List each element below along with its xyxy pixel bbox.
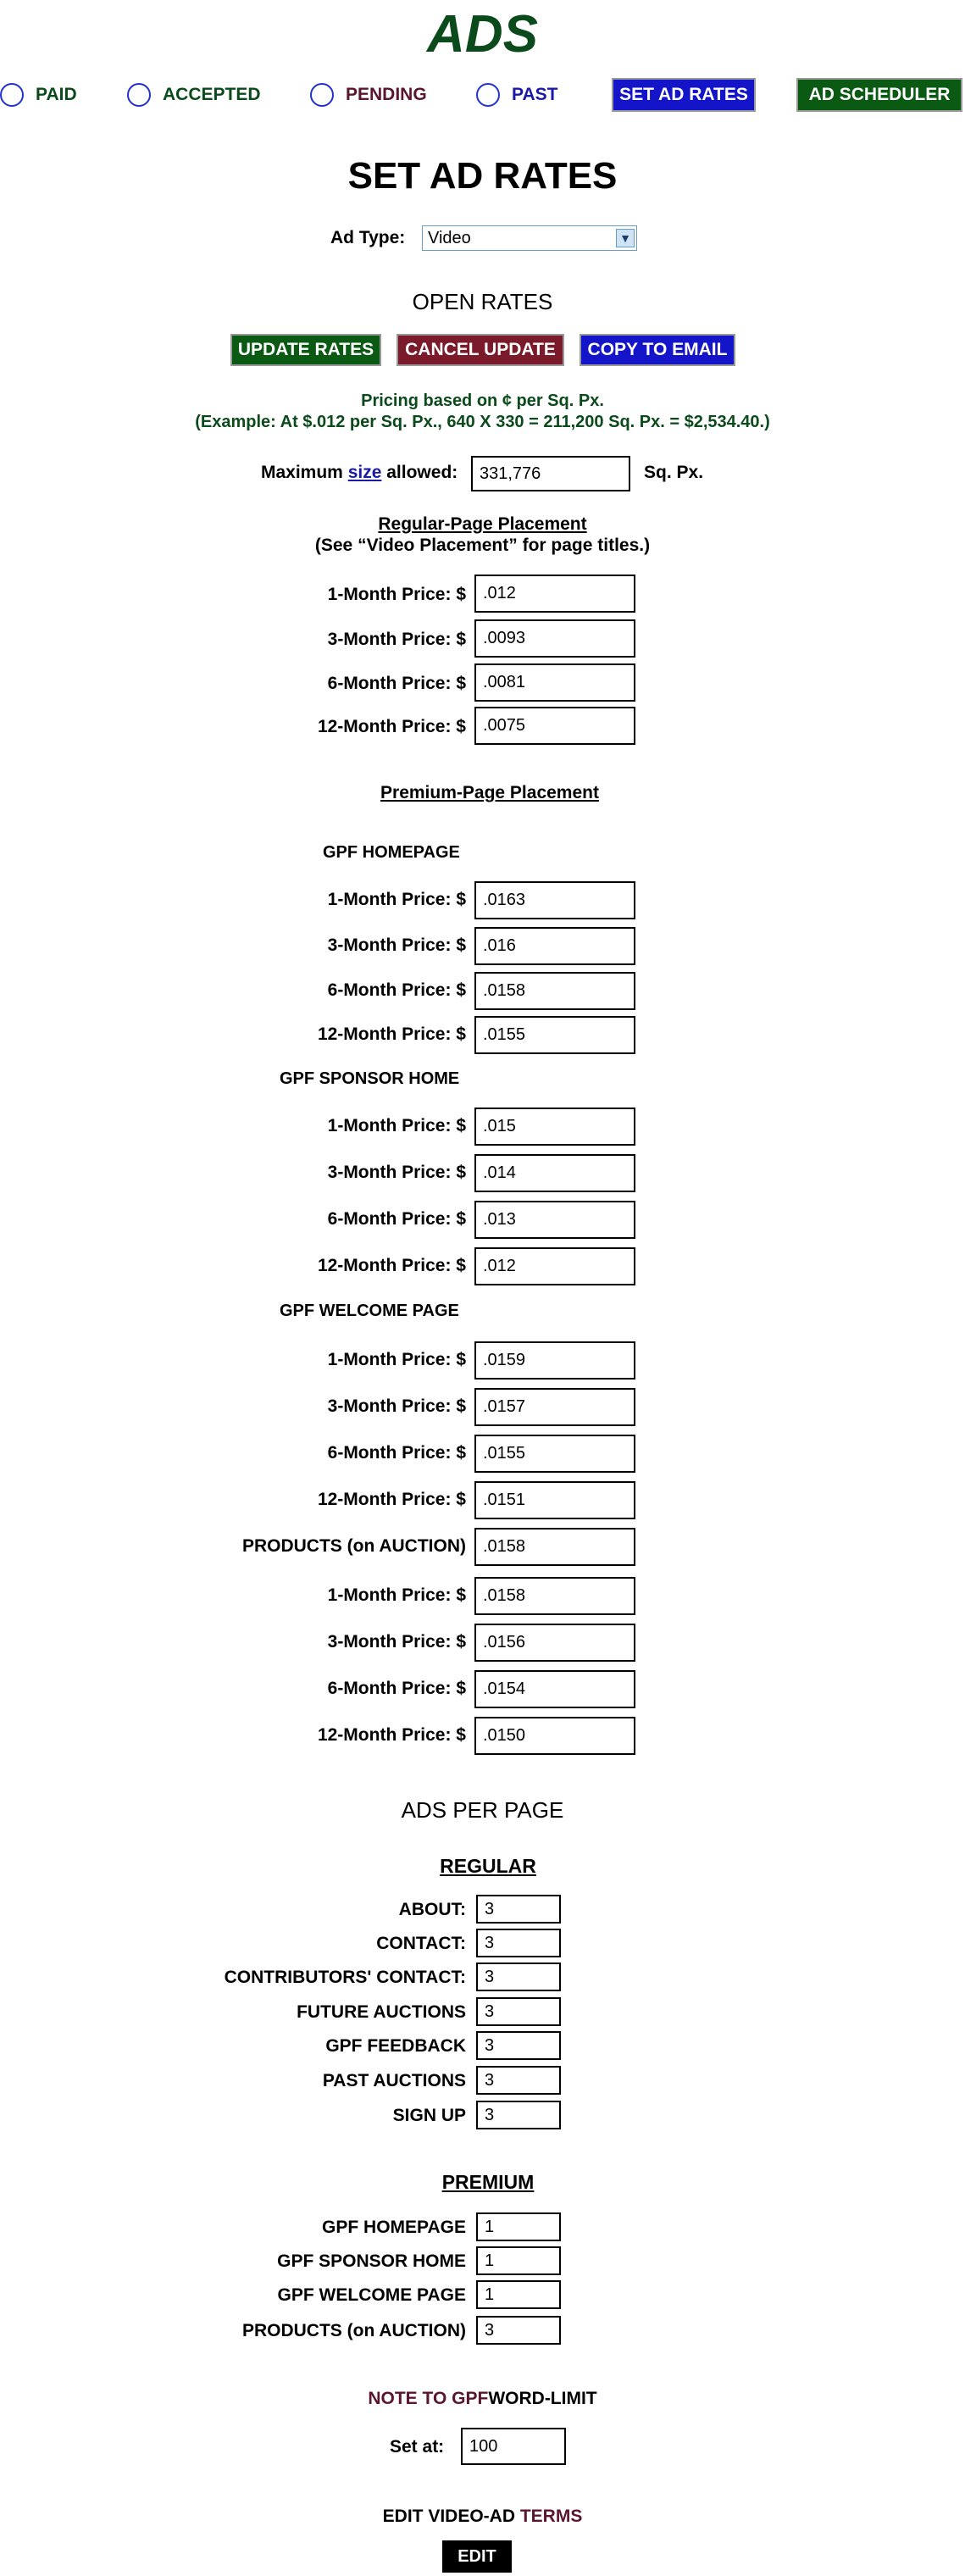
regular-page-input[interactable] [476, 2066, 561, 2095]
homepage-price-input[interactable] [474, 927, 635, 965]
sponsor-price-input[interactable] [474, 1201, 635, 1239]
regular-page-value: 3 [485, 2105, 495, 2124]
regular-page-label: GPF FEEDBACK [325, 2036, 466, 2056]
regular-price-label: 12-Month Price: $ [317, 717, 466, 736]
tab-accepted[interactable] [127, 78, 261, 112]
premium-page-value: 3 [485, 2320, 495, 2340]
welcome-price-label: 1-Month Price: $ [327, 1350, 466, 1369]
homepage-price-value: .0155 [483, 1025, 526, 1044]
word-limit-input[interactable] [461, 2428, 566, 2465]
regular-price-value: .0081 [483, 673, 526, 691]
gpf-sponsor-home-heading: GPF SPONSOR HOME [280, 1069, 460, 1088]
regular-heading: REGULAR [440, 1855, 536, 1877]
homepage-price-input[interactable] [474, 972, 635, 1010]
regular-price-value: .0075 [483, 716, 526, 735]
products-price-input[interactable] [474, 1577, 635, 1615]
ad-type-value: Video [428, 229, 471, 247]
regular-page-value: 3 [485, 1899, 495, 1918]
word-limit-text: WORD-LIMIT [488, 2389, 597, 2408]
products-price-label: 3-Month Price: $ [327, 1632, 466, 1652]
size-link[interactable]: size [347, 463, 382, 482]
welcome-price-label: 12-Month Price: $ [317, 1490, 466, 1509]
word-limit-heading [0, 2388, 965, 2410]
welcome-price-input[interactable] [474, 1435, 635, 1473]
sponsor-price-value: .015 [483, 1117, 516, 1135]
word-limit-note-to: NOTE TO [368, 2389, 447, 2408]
sponsor-price-label: 3-Month Price: $ [327, 1163, 466, 1182]
tab-paid-label: PAID [36, 85, 77, 104]
welcome-price-input[interactable] [474, 1481, 635, 1519]
sponsor-price-label: 1-Month Price: $ [327, 1116, 466, 1135]
homepage-price-label: 1-Month Price: $ [327, 890, 466, 909]
premium-page-value: 1 [485, 2251, 495, 2270]
premium-page-value: 1 [485, 2285, 495, 2304]
premium-page-input[interactable] [476, 2212, 561, 2241]
max-size-label [261, 460, 458, 486]
homepage-price-value: .0163 [483, 891, 526, 909]
regular-page-input[interactable] [476, 1929, 561, 1957]
page-title: SET AD RATES [347, 155, 618, 197]
sponsor-price-value: .013 [483, 1210, 516, 1229]
products-price-input[interactable] [474, 1717, 635, 1755]
homepage-price-value: .016 [483, 936, 516, 955]
regular-page-value: 3 [485, 2035, 495, 2055]
ad-scheduler-button[interactable]: AD SCHEDULER [796, 78, 962, 112]
radio-icon[interactable] [476, 83, 500, 107]
radio-icon[interactable] [0, 83, 24, 107]
welcome-price-input[interactable] [474, 1388, 635, 1426]
tab-pending[interactable] [310, 78, 427, 112]
regular-page-label: PAST AUCTIONS [322, 2071, 466, 2090]
edit-button[interactable]: EDIT [442, 2540, 512, 2573]
homepage-price-value: .0158 [483, 981, 526, 1000]
regular-price-label: 6-Month Price: $ [327, 674, 466, 693]
regular-price-label: 1-Month Price: $ [327, 585, 466, 604]
premium-page-input[interactable] [476, 2316, 561, 2345]
regular-page-label: SIGN UP [392, 2106, 466, 2125]
homepage-price-label: 6-Month Price: $ [327, 980, 466, 1000]
regular-page-label: CONTACT: [376, 1934, 466, 1953]
regular-price-input[interactable] [474, 575, 635, 613]
chevron-down-icon[interactable]: ▼ [616, 229, 635, 247]
products-price-label: 1-Month Price: $ [327, 1585, 466, 1605]
premium-page-label: GPF WELCOME PAGE [277, 2285, 466, 2305]
regular-page-label: CONTRIBUTORS' CONTACT: [224, 1968, 466, 1987]
products-price-value: .0154 [483, 1679, 526, 1698]
products-price-value: .0156 [483, 1633, 526, 1652]
regular-price-label: 3-Month Price: $ [327, 630, 466, 649]
copy-to-email-button[interactable]: COPY TO EMAIL [580, 334, 735, 366]
sponsor-price-input[interactable] [474, 1154, 635, 1192]
max-size-unit: Sq. Px. [644, 463, 704, 482]
ads-per-page-heading: ADS PER PAGE [401, 1797, 564, 1823]
regular-page-value: 3 [485, 2070, 495, 2090]
premium-page-input[interactable] [476, 2280, 561, 2309]
regular-page-input[interactable] [476, 2101, 561, 2129]
edit-terms-heading [0, 2506, 965, 2528]
app-logo: ADS [427, 5, 538, 64]
tab-paid[interactable] [0, 78, 77, 112]
products-price-label: 12-Month Price: $ [317, 1725, 466, 1745]
regular-price-value: .0093 [483, 629, 526, 647]
ad-type-label: Ad Type: [330, 228, 406, 247]
max-size-input[interactable] [471, 456, 630, 491]
tab-pending-label: PENDING [346, 85, 427, 104]
set-at-label: Set at: [390, 2437, 445, 2457]
premium-heading: PREMIUM [441, 2171, 535, 2193]
max-size-prefix: Maximum [261, 463, 343, 482]
set-ad-rates-button[interactable]: SET AD RATES [612, 78, 756, 112]
pricing-line-2: (Example: At $.012 per Sq. Px., 640 X 330 = 211,200 Sq. Px. = $2,534.40.) [195, 413, 770, 431]
sponsor-price-label: 12-Month Price: $ [317, 1256, 466, 1275]
regular-page-input[interactable] [476, 2031, 561, 2060]
premium-page-label: GPF SPONSOR HOME [277, 2251, 466, 2271]
regular-price-input[interactable] [474, 619, 635, 658]
regular-page-value: 3 [485, 2001, 495, 2021]
products-auction-label: PRODUCTS (on AUCTION) [241, 1536, 466, 1556]
terms-text: TERMS [519, 2507, 583, 2526]
regular-placement-subtitle: (See “Video Placement” for page titles.) [314, 536, 651, 555]
tab-past-label: PAST [512, 85, 558, 104]
homepage-price-input[interactable] [474, 881, 635, 919]
regular-page-value: 3 [485, 1933, 495, 1952]
max-size-value: 331,776 [480, 464, 541, 483]
gpf-welcome-page-heading: GPF WELCOME PAGE [280, 1302, 459, 1320]
sponsor-price-value: .012 [483, 1257, 516, 1275]
update-rates-button[interactable]: UPDATE RATES [230, 334, 381, 366]
welcome-price-label: 6-Month Price: $ [327, 1443, 466, 1463]
regular-placement-title: Regular-Page Placement [378, 514, 587, 534]
regular-page-value: 3 [485, 1967, 495, 1986]
sponsor-price-input[interactable] [474, 1108, 635, 1146]
welcome-price-value: .0155 [483, 1444, 526, 1463]
homepage-price-label: 12-Month Price: $ [317, 1024, 466, 1044]
premium-page-label: GPF HOMEPAGE [322, 2218, 466, 2237]
tab-past[interactable] [476, 78, 557, 112]
pricing-line-1: Pricing based on ¢ per Sq. Px. [361, 391, 604, 410]
word-limit-gpf: GPF [452, 2389, 489, 2408]
premium-page-label: PRODUCTS (on AUCTION) [241, 2321, 466, 2340]
regular-page-input[interactable] [476, 1963, 561, 1991]
products-price-value: .0150 [483, 1726, 526, 1745]
products-auction-input[interactable] [474, 1528, 635, 1566]
homepage-price-input[interactable] [474, 1016, 635, 1054]
products-price-label: 6-Month Price: $ [327, 1679, 466, 1698]
welcome-price-value: .0151 [483, 1491, 526, 1509]
regular-page-label: ABOUT: [398, 1900, 466, 1919]
regular-page-label: FUTURE AUCTIONS [297, 2002, 466, 2022]
welcome-price-value: .0157 [483, 1397, 526, 1416]
premium-placement-title: Premium-Page Placement [380, 783, 599, 802]
regular-price-input[interactable] [474, 707, 635, 745]
word-limit-value: 100 [469, 2436, 498, 2456]
regular-page-input[interactable] [476, 1997, 561, 2026]
products-price-input[interactable] [474, 1624, 635, 1662]
products-price-input[interactable] [474, 1670, 635, 1708]
welcome-price-value: .0159 [483, 1351, 526, 1369]
sponsor-price-input[interactable] [474, 1247, 635, 1285]
sponsor-price-value: .014 [483, 1163, 516, 1182]
gpf-homepage-heading: GPF HOMEPAGE [323, 843, 460, 862]
homepage-price-label: 3-Month Price: $ [327, 935, 466, 955]
welcome-price-input[interactable] [474, 1341, 635, 1380]
products-price-value: .0158 [483, 1586, 526, 1605]
open-rates-heading: OPEN RATES [412, 289, 553, 314]
cancel-update-button[interactable]: CANCEL UPDATE [397, 334, 564, 366]
premium-page-value: 1 [485, 2217, 495, 2236]
products-auction-value: .0158 [483, 1537, 526, 1556]
sponsor-price-label: 6-Month Price: $ [327, 1209, 466, 1229]
max-size-suffix: allowed: [386, 463, 458, 482]
regular-page-input[interactable] [476, 1895, 561, 1924]
premium-page-input[interactable] [476, 2246, 561, 2275]
ad-type-select[interactable] [422, 225, 637, 251]
edit-video-ad-text: EDIT VIDEO-AD [382, 2507, 515, 2526]
radio-icon[interactable] [127, 83, 151, 107]
radio-icon[interactable] [310, 83, 334, 107]
regular-price-value: .012 [483, 584, 516, 602]
tab-accepted-label: ACCEPTED [163, 85, 261, 104]
regular-price-input[interactable] [474, 663, 635, 702]
welcome-price-label: 3-Month Price: $ [327, 1396, 466, 1416]
